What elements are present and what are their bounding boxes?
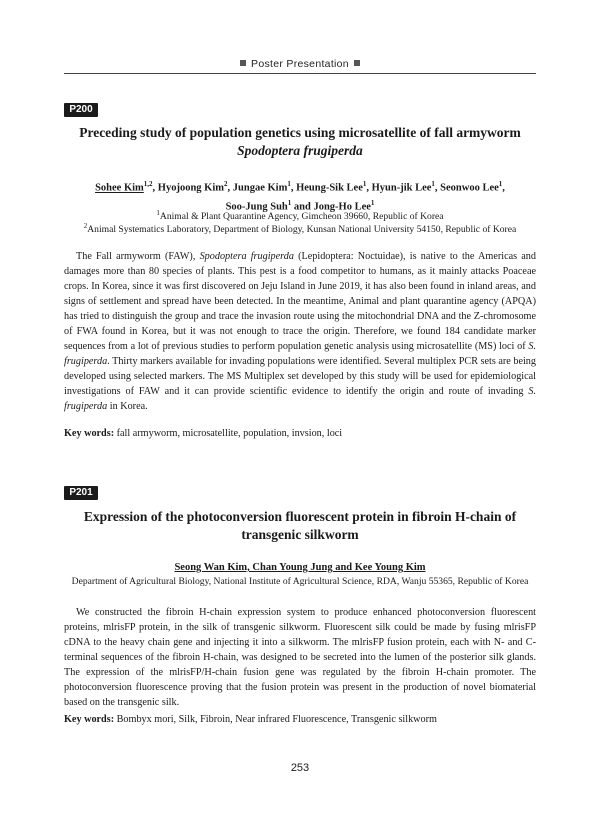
author-name: Soo-Jung Suh [225,201,288,212]
poster-code-badge: P200 [64,103,98,117]
affiliation: Department of Agricultural Biology, National Institute of Agricultural Science, RDA, Wanju 55365, Republic of Korea [71,576,529,587]
abstract-text: in Korea. [107,401,148,412]
affiliation-2: $^2$Animal Systematics Laboratory, Department of Biology, Kunsan National University 54150, Republic of Korea [83,222,517,236]
authors-text: Seong Wan Kim, Chan Young Jung and Kee Young Kim [174,562,426,573]
title-line: transgenic silkworm [241,527,359,542]
author-name: Jong-Ho Lee [313,201,371,212]
author-affiliation-mark: 1 [431,180,435,188]
header-label: Poster Presentation [251,58,349,70]
header-rule [64,73,536,74]
abstract [64,249,536,414]
species-name: Spodoptera frugiperda [199,251,294,262]
square-bullet-icon [354,60,360,66]
page-number: 253 [290,762,310,774]
poster-title [64,508,536,544]
author-name: Seonwoo Lee [440,182,499,194]
author-name: Heung-Sik Lee [296,182,363,194]
author-affiliation-mark: 1 [370,198,375,207]
author-affiliation-mark: 1 [498,180,503,188]
author-affiliation-mark: 1 [362,180,367,188]
abstract-text: (Lepidoptera: Noctuidae), is native to the Americas and damages more than 80 species of plants. This pest is a food competitor to humans, as it mainly attacks Poaceae crops. In Korea, since it was first discovered on Jeju Island in June 2019, it has also been found in inland areas, and signs of settlement and spread have been detected. In the meantime, Animal and plant quarantine agency (APQA) has tried to distinguish the group and trace the invasion route using the mitochondrial DNA and the Z-chromosome of FWA found in Korea, but it was not enough to trace the origin. Therefore, we found 184 candidate marker sequences from a lot of previous studies to perform population genetic analysis using microsatellite (MS) loci of [64,251,536,352]
author-name: Jungae Kim [232,182,288,194]
species-name: S. frugiperda [64,386,536,412]
abstract [64,605,536,710]
author-list [64,560,536,575]
square-bullet-icon [240,60,246,66]
keywords [64,427,536,441]
author-affiliation-mark: 1,2 [143,180,153,188]
species-name: S. frugiperda [64,341,536,367]
author-name: Sohee Kim [95,182,144,194]
author-affiliation-mark: 1 [287,198,292,207]
keywords-text: Bombyx mori, Silk, Fibroin, Near infrared Fluorescence, Transgenic silkworm [116,714,437,725]
author-affiliation-mark: 1 [287,180,291,188]
title-line: Expression of the photoconversion fluorescent protein in fibroin H-chain of [83,509,517,524]
title-species: Spodoptera frugiperda [237,143,363,158]
title-line: Preceding study of population genetics using microsatellite of fall armyworm [79,125,521,140]
keywords-text: fall armyworm, microsatellite, population, invsion, loci [116,428,343,439]
poster-code-badge: P201 [64,486,98,500]
keywords-label: Key words: [64,428,115,439]
abstract-text: . Thirty markers available for invading populations were identified. Several multiplex PCR sets are being developed using selected markers. The MS Multiplex set developed by this study will be used for epidemiological investigations of FAW and it can provide scientific evidence to identify the origin and route of invading [64,356,536,397]
abstract-text: We constructed the fibroin H-chain expression system to produce enhanced photoconversion fluorescent proteins, mlrisFP protein, in the silk of transgenic silkworm. Fluorescent silk could be made by fusing mlrisFP cDNA to the heavy chain gene and injecting it into a silkworm. The mlrisFP fusion protein, each with N- and C-terminal sequences of the fibroin H-chain, was designed to be secreted into the lumen of the posterior silk glands. The expression of the mlrisFP/H-chain fusion gene was regulated by the fibroin H-chain promoter. The photoconversion fluorescence proving that the fusion protein was present in the production of novel biomaterial based on the transgenic silk. [64,607,536,708]
author-name: Hyojoong Kim [157,182,225,194]
abstract-text: The Fall armyworm (FAW), [76,251,200,262]
author-list: Sohee Kim$^{1,2}$, Hyojoong Kim$^2$, Jungae Kim$^1$, Heung-Sik Lee$^1$, Hyun-jik Lee$^1$, Seonwoo Lee$^1$, Soo-Jung Suh$^1$ and Jong-Ho Lee$^1$ [95,180,505,212]
keywords-label: Key words: [64,714,115,725]
author-affiliation-mark: 2 [224,180,228,188]
running-header [0,58,600,70]
author-name: Hyun-jik Lee [371,182,432,194]
keywords [64,713,536,727]
poster-title [64,124,536,160]
affiliation-1: $^1$Animal & Plant Quarantine Agency, Gimcheon 39660, Republic of Korea [156,209,444,223]
